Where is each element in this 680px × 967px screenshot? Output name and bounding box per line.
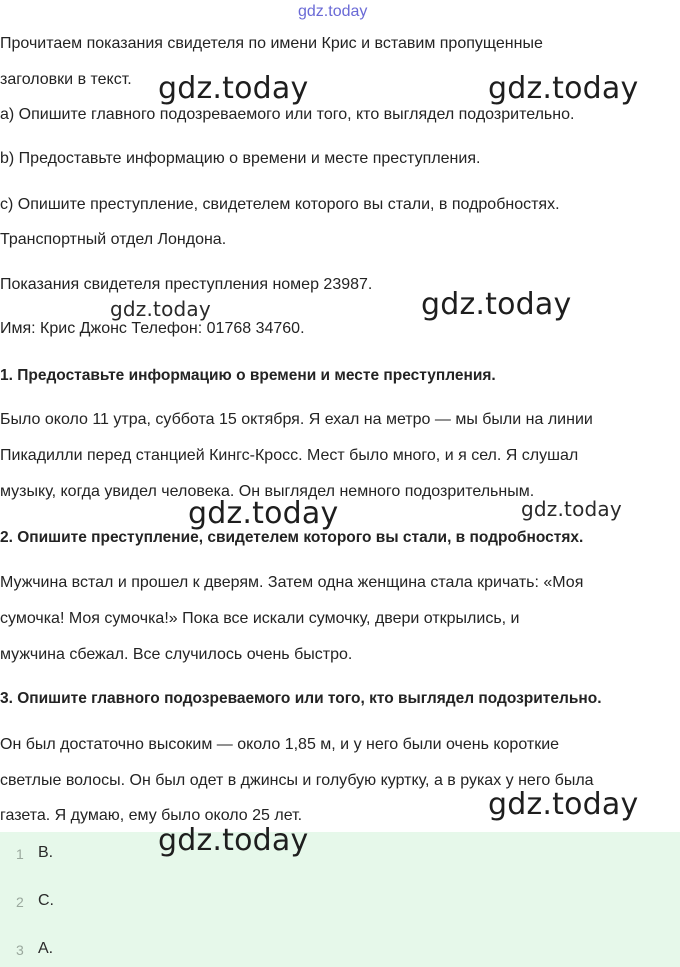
watermark: gdz.today bbox=[488, 787, 639, 822]
answer-number: 1 bbox=[16, 846, 24, 862]
heading-option-c: c) Опишите преступление, свидетелем которого вы стали, в подробностях. bbox=[0, 196, 560, 213]
section-1-heading: 1. Предоставьте информацию о времени и месте преступления. bbox=[0, 367, 496, 384]
section-3-heading: 3. Опишите главного подозреваемого или того, кто выглядел подозрительно. bbox=[0, 690, 602, 707]
answer-value: C. bbox=[38, 892, 54, 909]
watermark: gdz.today bbox=[421, 287, 572, 322]
section-3-text-2: светлые волосы. Он был одет в джинсы и голубую куртку, а в руках у него была bbox=[0, 772, 594, 789]
answer-row bbox=[0, 938, 680, 962]
witness-name-line: Имя: Крис Джонс Телефон: 01768 34760. bbox=[0, 320, 305, 337]
watermark: gdz.today bbox=[158, 823, 309, 858]
answers-panel bbox=[0, 832, 680, 967]
header-watermark: gdz.today bbox=[298, 3, 368, 20]
statement-number-line: Показания свидетеля преступления номер 23987. bbox=[0, 276, 373, 293]
section-3-text-1: Он был достаточно высоким — около 1,85 м, и у него были очень короткие bbox=[0, 736, 560, 753]
watermark: gdz.today bbox=[158, 71, 309, 106]
answer-value: B. bbox=[38, 844, 54, 861]
intro-line-1: Прочитаем показания свидетеля по имени Крис и вставим пропущенные bbox=[0, 35, 543, 52]
section-2-heading: 2. Опишите преступление, свидетелем которого вы стали, в подробностях. bbox=[0, 529, 584, 546]
section-1-text-2: Пикадилли перед станцией Кингс-Кросс. Мест было много, и я сел. Я слушал bbox=[0, 447, 579, 464]
watermark: gdz.today bbox=[488, 71, 639, 106]
watermark: gdz.today bbox=[188, 496, 339, 531]
answer-row bbox=[0, 842, 680, 866]
answer-row bbox=[0, 890, 680, 914]
watermark: gdz.today bbox=[521, 497, 622, 521]
answer-value: A. bbox=[38, 940, 54, 957]
watermark: gdz.today bbox=[110, 297, 211, 321]
section-1-text-3: музыку, когда увидел человека. Он выглядел немного подозрительным. bbox=[0, 483, 535, 500]
answer-number: 2 bbox=[16, 894, 24, 910]
heading-option-a: a) Опишите главного подозреваемого или того, кто выглядел подозрительно. bbox=[0, 106, 575, 123]
answer-number: 3 bbox=[16, 942, 24, 958]
section-2-text-1: Мужчина встал и прошел к дверям. Затем одна женщина стала кричать: «Моя bbox=[0, 574, 584, 591]
department-line: Транспортный отдел Лондона. bbox=[0, 231, 227, 248]
section-1-text-1: Было около 11 утра, суббота 15 октября. Я ехал на метро — мы были на линии bbox=[0, 411, 593, 428]
section-3-text-3: газета. Я думаю, ему было около 25 лет. bbox=[0, 807, 303, 824]
heading-option-b: b) Предоставьте информацию о времени и месте преступления. bbox=[0, 150, 481, 167]
intro-line-2: заголовки в текст. bbox=[0, 71, 132, 88]
section-2-text-3: мужчина сбежал. Все случилось очень быстро. bbox=[0, 646, 353, 663]
section-2-text-2: сумочка! Моя сумочка!» Пока все искали сумочку, двери открылись, и bbox=[0, 610, 520, 627]
